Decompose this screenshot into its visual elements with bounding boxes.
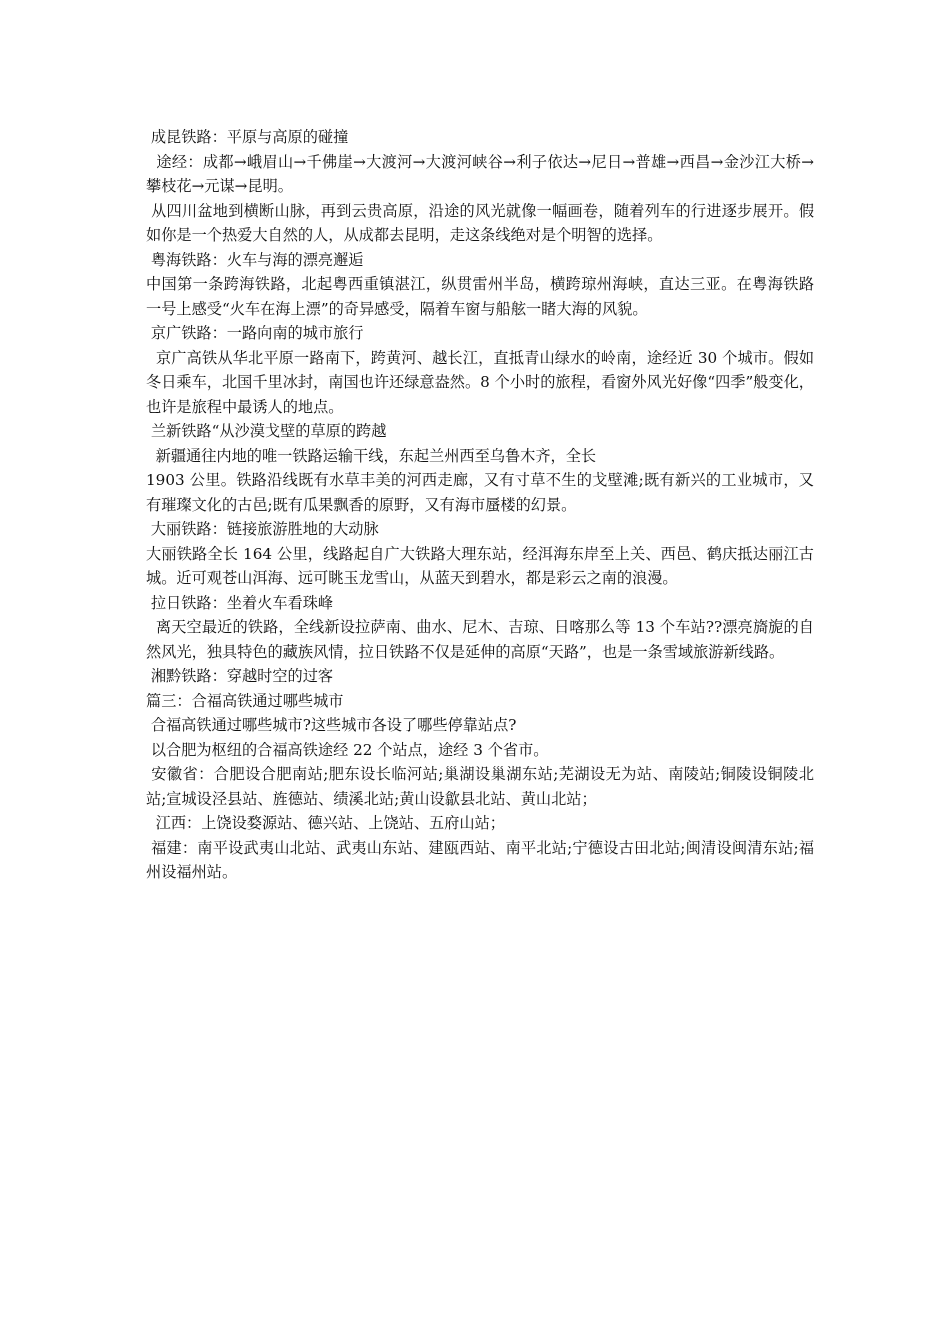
paragraph: 合福高铁通过哪些城市?这些城市各设了哪些停靠站点?: [146, 716, 517, 734]
paragraph: 湘黔铁路：穿越时空的过客: [146, 667, 334, 685]
paragraph: 成昆铁路：平原与高原的碰撞: [146, 128, 349, 146]
paragraph: 新疆通往内地的唯一铁路运输干线，东起兰州西至乌鲁木齐，全长: [146, 446, 597, 465]
paragraph: 中国第一条跨海铁路，北起粤西重镇湛江，纵贯雷州半岛，横跨琼州海峡，直达三亚。在粤海铁路一号上感受“火车在海上漂”的奇异感受，隔着车窗与船舷一睹大海的风貌。: [146, 275, 814, 318]
paragraph: 兰新铁路“从沙漠戈壁的草原的跨越: [146, 422, 387, 440]
paragraph: 粤海铁路：火车与海的漂亮邂逅: [146, 250, 364, 269]
paragraph: 离天空最近的铁路，全线新设拉萨南、曲水、尼木、吉琼、日喀那么等 13 个车站??漂亮旖旎的自然风光，独具特色的藏族风情，拉日铁路不仅是延伸的高原“天路”，也是一条雪域旅游新线路。: [146, 618, 814, 661]
paragraph: 大丽铁路全长 164 公里，线路起自广大铁路大理东站，经洱海东岸至上关、西邑、鹤庆抵达丽江古城。近可观苍山洱海、远可眺玉龙雪山，从蓝天到碧水，都是彩云之南的浪漫。: [146, 544, 814, 587]
document-body: [146, 125, 814, 885]
paragraph: 京广高铁从华北平原一路南下，跨黄河、越长江，直抵青山绿水的岭南，途经近 30 个城市。假如冬日乘车，北国千里冰封，南国也许还绿意盎然。8 个小时的旅程，看窗外风光好像“四季”般变化，也许是旅程中最诱人的地点。: [146, 348, 815, 416]
section-heading: 篇三：合福高铁通过哪些城市: [146, 691, 344, 710]
paragraph: 大丽铁路：链接旅游胜地的大动脉: [146, 520, 379, 538]
paragraph: 京广铁路：一路向南的城市旅行: [146, 324, 364, 342]
paragraph: 江西：上饶设婺源站、德兴站、上饶站、五府山站；: [146, 814, 505, 832]
paragraph: 途经：成都→峨眉山→千佛崖→大渡河→大渡河峡谷→利子依达→尼日→普雄→西昌→金沙江大桥→攀枝花→元谋→昆明。: [146, 152, 814, 195]
paragraph: 安徽省：合肥设合肥南站;肥东设长临河站;巢湖设巢湖东站;芜湖设无为站、南陵站;铜陵设铜陵北站;宣城设泾县站、旌德站、绩溪北站;黄山设歙县北站、黄山北站；: [146, 765, 815, 808]
paragraph: 从四川盆地到横断山脉，再到云贵高原，沿途的风光就像一幅画卷，随着列车的行进逐步展开。假如你是一个热爱大自然的人，从成都去昆明，走这条线绝对是个明智的选择。: [146, 201, 815, 244]
paragraph: 拉日铁路：坐着火车看珠峰: [146, 593, 334, 612]
paragraph: 以合肥为枢纽的合福高铁途经 22 个站点，途经 3 个省市。: [146, 740, 549, 759]
paragraph: 1903 公里。铁路沿线既有水草丰美的河西走廊，又有寸草不生的戈壁滩;既有新兴的工业城市，又有璀璨文化的古邑;既有瓜果飘香的原野，又有海市蜃楼的幻景。: [146, 471, 814, 514]
paragraph: 福建：南平设武夷山北站、武夷山东站、建瓯西站、南平北站;宁德设古田北站;闽清设闽清东站;福州设福州站。: [146, 838, 815, 881]
